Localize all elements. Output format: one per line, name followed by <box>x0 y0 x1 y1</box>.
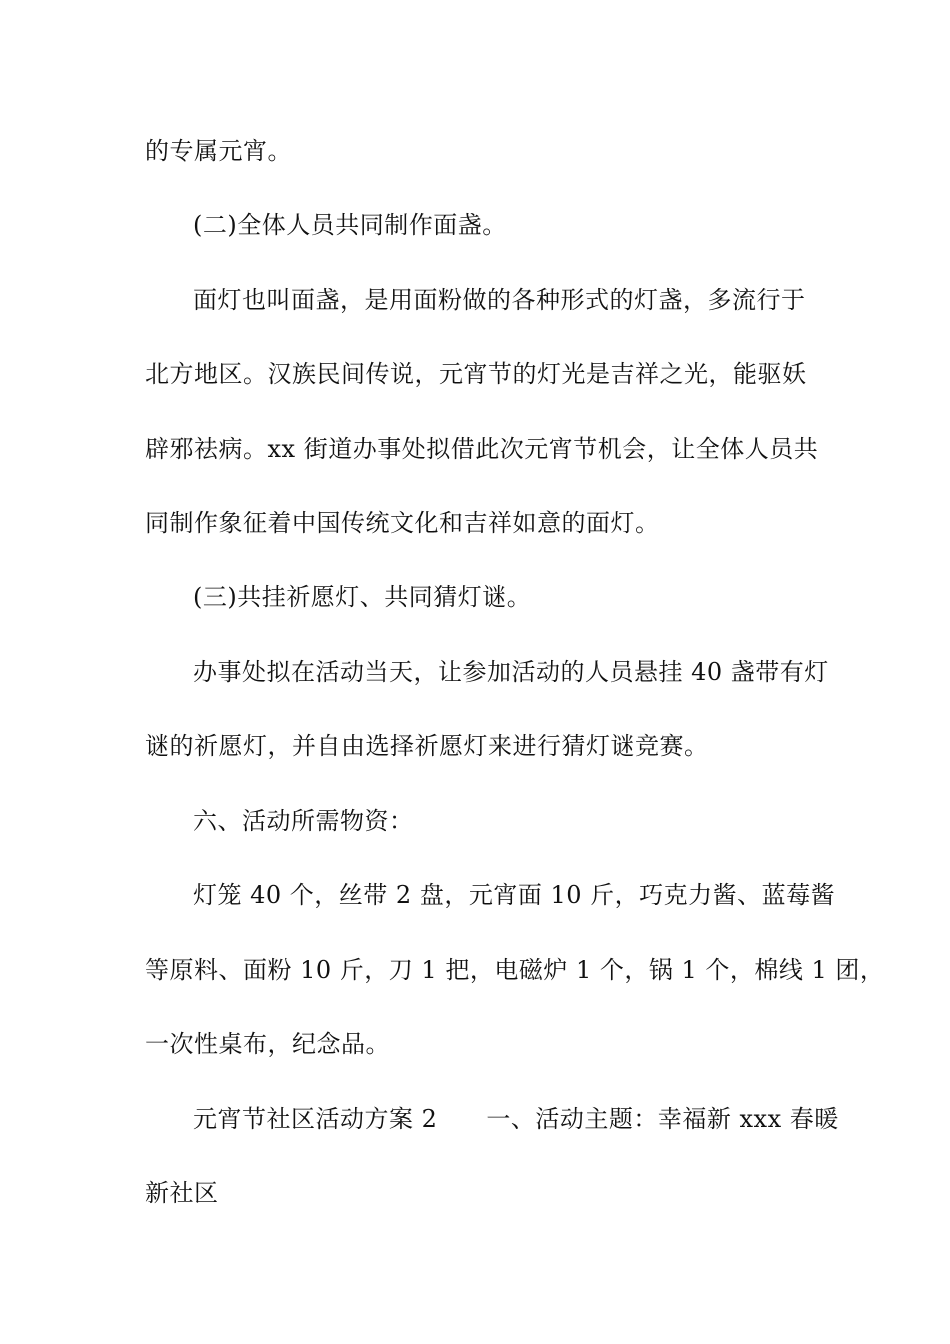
text-line: 一次性桌布，纪念品。 <box>145 1030 390 1058</box>
section-heading: 元宵节社区活动方案 2 一、活动主题：幸福新 xxx 春暖 <box>193 1105 839 1133</box>
section-heading: 六、活动所需物资： <box>193 807 414 835</box>
text-line: 辟邪祛病。xx 街道办事处拟借此次元宵节机会，让全体人员共 <box>145 435 819 463</box>
text-line: 办事处拟在活动当天，让参加活动的人员悬挂 40 盏带有灯 <box>193 658 829 686</box>
section-heading: (二)全体人员共同制作面盏。 <box>193 211 507 239</box>
section-heading: (三)共挂祈愿灯、共同猜灯谜。 <box>193 583 532 611</box>
text-line: 谜的祈愿灯，并自由选择祈愿灯来进行猜灯谜竞赛。 <box>145 732 709 760</box>
text-line: 灯笼 40 个，丝带 2 盘，元宵面 10 斤，巧克力酱、蓝莓酱 <box>193 881 836 909</box>
text-line: 的专属元宵。 <box>145 137 292 165</box>
text-line: 新社区 <box>145 1179 219 1207</box>
text-line: 同制作象征着中国传统文化和吉祥如意的面灯。 <box>145 509 660 537</box>
text-line: 北方地区。汉族民间传说，元宵节的灯光是吉祥之光，能驱妖 <box>145 360 807 388</box>
text-line: 等原料、面粉 10 斤，刀 1 把，电磁炉 1 个，锅 1 个，棉线 1 团， <box>145 956 885 984</box>
text-line: 面灯也叫面盏，是用面粉做的各种形式的灯盏，多流行于 <box>193 286 806 314</box>
